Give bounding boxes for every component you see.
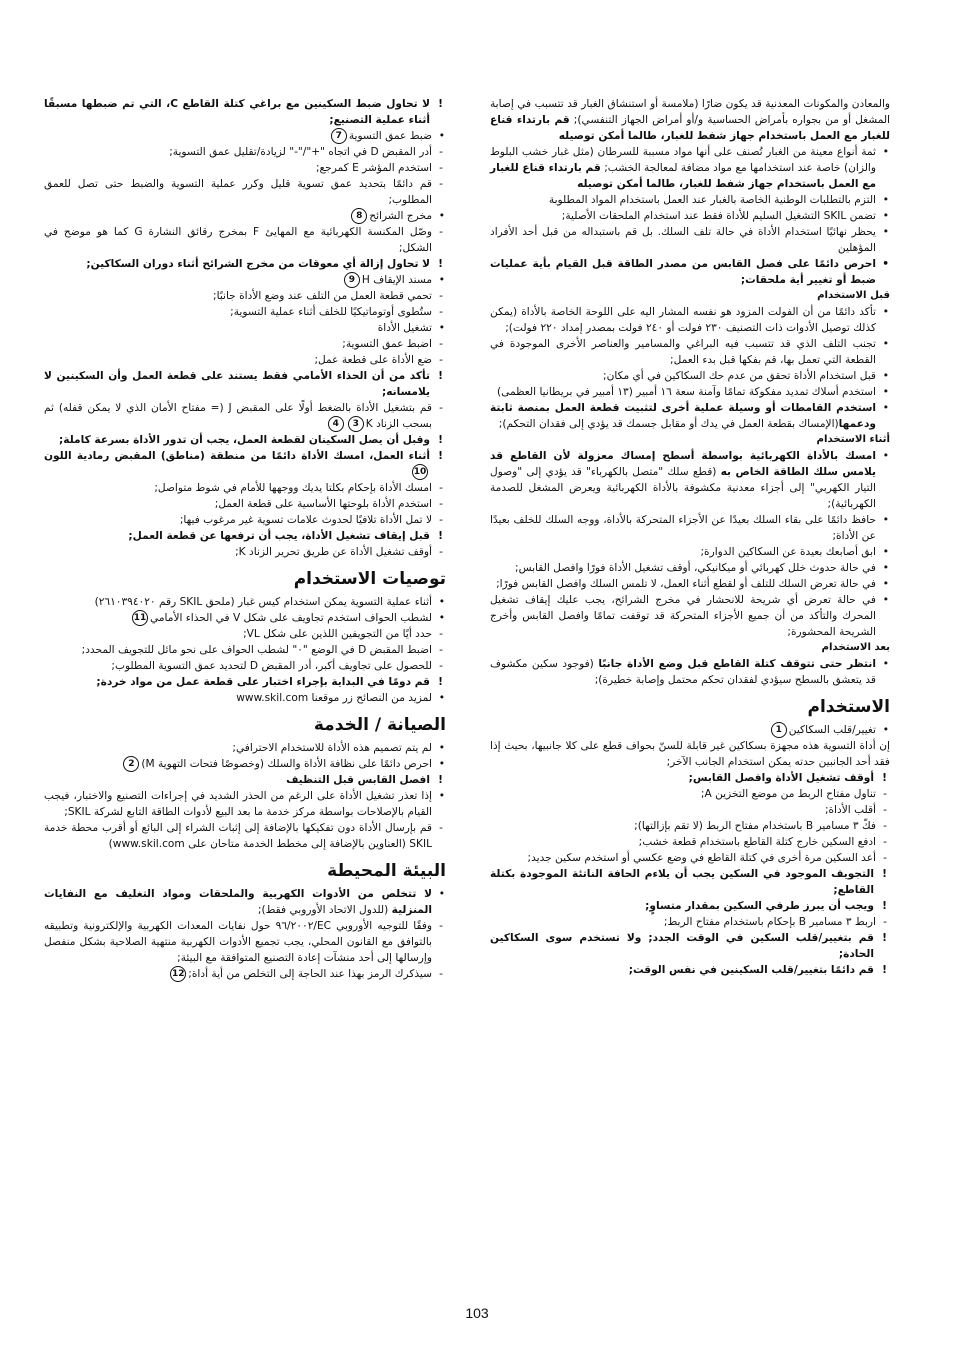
section-heading-environment: البيئة المحيطة (327, 861, 446, 881)
dash-text: سيذكرك الرمز بهذا عند الحاجة إلى التخلص من أية أداة; (188, 968, 432, 980)
dash-item: - أقلب الأداة; (490, 802, 890, 818)
intro-text: والمعادن والمكونات المعدنية قد يكون ضارًا (ملامسة أو استنشاق الغبار قد تتسبب في إصابة المشغل أو من بجواره بأمراض الحساسية و/أو أمراض الجهاز التنفسي); (490, 98, 891, 126)
bullet: • في حالة حدوث خلل كهربائي أو ميكانيكي، أوقف تشغيل الأداة فورًا وافصل القابس; (490, 560, 890, 576)
dash-item: - لا تمل الأداة تلافيًا لحدوث علامات تسوية غير مرغوب فيها; (44, 512, 446, 528)
dash-item: - امسك الأداة بإحكام بكلتا يديك ووجهها للأمام في شوط متواصل; (44, 480, 446, 496)
bullet: • لم يتم تصميم هذه الأداة للاستخدام الاحترافي; (44, 740, 446, 756)
dash-item: - استخدم المؤشر E كمرجع; (44, 160, 446, 176)
dash-item: - وصّل المكنسة الكهربائية مع المهايئ F بمخرج رقائق النشارة G كما هو موضح في الشكل; (44, 224, 446, 256)
dash-item: - حدد أيًا من التجويفين اللذين على شكل VL; (44, 626, 446, 642)
figure-number-icon: 4 (328, 416, 344, 432)
bullet-text: (فوجود سكين مكشوف قد يتعشق بالسطح سيؤدي لفقدان تحكم محتمل وإصابة خطيرة); (490, 658, 876, 686)
bullet-bold: انتظر حتى تتوقف كتلة القاطع قبل وضع الأداة جانبًا (598, 658, 876, 670)
dash-item: - أدر المقبض D في اتجاه "+"/"-" لزيادة/تقليل عمق التسوية; (44, 144, 446, 160)
bullet: • ابق أصابعك بعيدة عن السكاكين الدوارة; (490, 544, 890, 560)
intro-bold: قم بارتداء قناع للغبار مع العمل باستخدام جهاز شفط للغبار، طالما أمكن توصيله (490, 114, 890, 142)
bullet: • حافظ دائمًا على بقاء السلك بعيدًا عن الأجزاء المتحركة بالأداة، ووجه السلك للخلف بعيدًا عن الأداة; (490, 512, 890, 544)
bullet-text: (قطع سلك "متصل بالكهرباء" قد يؤدي إلى "وصول التيار الكهربي" إلى أجزاء معدنية مكشوفة بالأداة الكهربائية ويعرض المشغل للصدمة الكهربائية); (490, 466, 876, 510)
dash-item: - اضبط المقبض D في الوضع "٠" لشطب الحواف على نحو مائل للتجويف المحدد; (44, 642, 446, 658)
subheading-before-use: قبل الاستخدام (817, 290, 890, 301)
dash-item: - استخدم الأداة بلوحتها الأساسية على قطعة العمل; (44, 496, 446, 512)
bullet (44, 756, 446, 772)
bullet: • إذا تعذر تشغيل الأداة على الرغم من الحذر الشديد في إجراءات التصنيع والاختبار، فيجب القيام بالإصلاحات بواسطة مركز خدمة ما بعد البيع لأدوات الطاقة التابع لشركة SKIL; (44, 788, 446, 820)
dash-item: - للحصول على تجاويف أكبر، أدر المقبض D لتحديد عمق التسوية المطلوب; (44, 658, 446, 674)
bullet-text: ثمة أنواع معينة من الغبار تُصنف على أنها مواد مسببة للسرطان (مثل غبار خشب البلوط والزان) خاصة عند استخدامها مع مواد مضافة لمعالجة الخشب; (490, 146, 876, 174)
warning: ! لا تحاول ضبط السكينين مع براغي كتلة القاطع C، التي تم ضبطها مسبقًا أثناء عملية التصنيع; (44, 96, 446, 128)
bullet (44, 272, 446, 288)
section-heading-use: الاستخدام (807, 697, 890, 717)
section-heading-maintenance: الصيانة / الخدمة (313, 715, 446, 735)
figure-number-icon: 8 (351, 208, 367, 224)
warning: ! وقبل أن يصل السكينان لقطعة العمل، يجب أن تدور الأداة بسرعة كاملة; (44, 432, 446, 448)
bullet: • تجنب التلف الذي قد تتسبب فيه البراغي والمسامير والعناصر الأخرى الموجودة في القطعة التي تعمل بها، قم بفكها قبل بدء العمل; (490, 336, 890, 368)
warning: ! قبل إيقاف تشغيل الأداة، يجب أن ترفعها عن قطعة العمل; (44, 528, 446, 544)
paragraph: إن أداة التسوية هذه مجهزة بسكاكين غير قابلة للسنّ بحواف قطع على كلا جانبيها، بحيث إذا فقد أحد الجانبين حدته يمكن استخدام الجانب الآخر; (490, 740, 890, 768)
figure-number-icon: 10 (412, 464, 428, 480)
left-column (44, 96, 446, 982)
bullet: • تشغيل الأداة (44, 320, 446, 336)
dash-item: - قم بإرسال الأداة دون تفكيكها بالإضافة إلى إثبات الشراء إلى البائع أو أقرب محطة خدمة SKIL (العناوين بالإضافة إلى مخطط الخدمة متاحان على www.skil.com) (44, 820, 446, 852)
dash-item (44, 966, 446, 982)
warning: ! قم دومًا في البداية بإجراء اختبار على قطعة عمل من مواد خردة; (44, 674, 446, 690)
figure-number-icon: 1 (771, 722, 787, 738)
warning (44, 448, 446, 480)
bullet-text: مخرج الشرائح (369, 210, 432, 222)
bullet: • في حالة تعرض أي شريحة للانحشار في مخرج الشرائح، يجب عليك إيقاف تشغيل المحرك والتأكد من أن جميع الأجزاء المتحركة قد توقفت تمامًا وافصل القابس وأخرج الشريحة المحشورة; (490, 592, 890, 640)
bullet-bold: قم بارتداء قناع للغبار مع العمل باستخدام جهاز شفط للغبار، طالما أمكن توصيله (490, 162, 876, 190)
warning: ! افصل القابس قبل التنظيف (44, 772, 446, 788)
bullet-bold: استخدم القامطات أو وسيلة عملية أخرى لتثبيت قطعة العمل بمنصة ثابتة ودعمها (490, 402, 876, 430)
section-heading-tips: توصيات الاستخدام (293, 569, 446, 589)
bullet-bold: لا تتخلص من الأدوات الكهربية والملحقات ومواد التغليف مع النفايات المنزلية (44, 888, 432, 916)
bullet (490, 400, 890, 432)
bullet (44, 886, 446, 918)
bullet: • احرص دائمًا على فصل القابس من مصدر الطاقة قبل القيام بأية عمليات ضبط أو تغيير أية ملحقات; (490, 256, 890, 288)
bullet: • قبل استخدام الأداة تحقق من عدم حك السكاكين في أي مكان; (490, 368, 890, 384)
subheading-during-use: أثناء الاستخدام (816, 434, 890, 445)
figure-number-icon: 7 (331, 128, 347, 144)
bullet: • استخدم أسلاك تمديد مفكوكة تمامًا وآمنة سعة ١٦ أمبير (١٣ أمبير في بريطانيا العظمى) (490, 384, 890, 400)
bullet-bold: امسك بالأداة الكهربائية بواسطة أسطح إمساك معزولة لأن القاطع قد يلامس سلك الطاقة الخاص به (490, 450, 876, 478)
dash-item: - أعد السكين مرة أخرى في كتلة القاطع في وضع عكسي أو استخدم سكين جديد; (490, 850, 890, 866)
bullet (490, 448, 890, 512)
bullet: • يحظر نهائيًا استخدام الأداة في حالة تلف السلك. بل قم باستبداله من قبل أحد الأفراد المؤهلين (490, 224, 890, 256)
bullet-text: (للدول الاتحاد الأوروبي فقط); (257, 904, 389, 916)
figure-number-icon: 11 (132, 610, 148, 626)
figure-number-icon: 12 (170, 966, 186, 982)
bullet-text: تغيير/قلب السكاكين (788, 724, 876, 736)
figure-number-icon: 2 (123, 756, 139, 772)
bullet (490, 656, 890, 688)
bullet (44, 610, 446, 626)
figure-number-icon: 9 (344, 272, 360, 288)
intro-paragraph (490, 96, 890, 144)
subheading-after-use: بعد الاستخدام (821, 642, 890, 653)
warning: ! التجويف الموجود في السكين يجب أن يلاءم الحافة الناتئة الموجودة بكتلة القاطع; (490, 866, 890, 898)
dash-item: - أوقف تشغيل الأداة عن طريق تحرير الزناد K; (44, 544, 446, 560)
dash-item: - ادفع السكين خارج كتلة القاطع باستخدام قطعة خشب; (490, 834, 890, 850)
bullet-text: مسند الإيقاف H (361, 274, 432, 286)
bullet: • لمزيد من النصائح زر موقعنا www.skil.com (44, 690, 446, 706)
warning: ! أوقف تشغيل الأداة وافصل القابس; (490, 770, 890, 786)
bullet: • تأكد دائمًا من أن الفولت المزود هو نفسه المشار اليه على اللوحة الخاصة بالأداة (يمكن كذلك توصيل الأدوات ذات التصنيف ٢٣٠ فولت أو ٢٤٠ فولت بمصدر إمداد ٢٢٠ فولت); (490, 304, 890, 336)
bullet-text: ضبط عمق التسوية (348, 130, 432, 142)
bullet-text: احرص دائمًا على نظافة الأداة والسلك (وخصوصًا فتحات التهوية M) (141, 758, 432, 770)
figure-number-icon: 3 (348, 416, 364, 432)
dash-text: قم بتشغيل الأداة بالضغط أولًا على المقبض J (= مفتاح الأمان الذي لا يمكن قفله) ثم بسحب الزناد K (44, 402, 432, 430)
warning: ! لا تحاول إزالة أي معوقات من مخرج الشرائح أثناء دوران السكاكين; (44, 256, 446, 272)
bullet (44, 208, 446, 224)
dash-item: - ستُطوى أوتوماتيكيًا للخلف أثناء عملية التسوية; (44, 304, 446, 320)
warning: ! قم بتغيير/قلب السكين في الوقت الجدد; ولا تستخدم سوى السكاكين الحادة; (490, 930, 890, 962)
bullet-text: لشطب الحواف استخدم تجاويف على شكل V في الحذاء الأمامي (150, 612, 432, 624)
dash-item: - تحمي قطعة العمل من التلف عند وضع الأداة جانبًا; (44, 288, 446, 304)
bullet: • تضمن SKIL التشغيل السليم للأداة فقط عند استخدام الملحقات الأصلية; (490, 208, 890, 224)
warning: ! ويجب أن يبرز طرفي السكين بمقدار متساوٍ; (490, 898, 890, 914)
page-number: 103 (465, 1305, 489, 1321)
dash-item: - فكّ ٣ مسامير B باستخدام مفتاح الربط (لا تقم بإزالتها); (490, 818, 890, 834)
dash-item: - ضع الأداة على قطعة عمل; (44, 352, 446, 368)
dash-item (44, 400, 446, 432)
bullet-text: (الإمساك بقطعة العمل في يدك أو مقابل جسمك قد يؤدي إلى فقدان التحكم); (498, 418, 839, 430)
bullet: • التزم بالتطلبات الوطنية الخاصة بالغبار عند العمل باستخدام المواد المطلوبة (490, 192, 890, 208)
bullet: • أثناء عملية التسوية يمكن استخدام كيس غبار (ملحق SKIL رقم ٢٦١٠٣٩٤٠٢٠) (44, 594, 446, 610)
warning: ! تأكد من أن الحذاء الأمامي فقط يستند على قطعة العمل وأن السكينين لا يلامسانه; (44, 368, 446, 400)
dash-item: - قم دائمًا بتحديد عمق تسوية قليل وكرر عملية التسوية والضبط حتى تصل للعمق المطلوب; (44, 176, 446, 208)
dash-item: - اضبط عمق التسوية; (44, 336, 446, 352)
warning-text: أثناء العمل، امسك الأداة دائمًا من منطقة (مناطق) المقبض رمادية اللون (44, 450, 430, 462)
dash-item: - وفقًا للتوجيه الأوروبي EC/٩٦/٢٠٠٢ حول نفايات المعدات الكهربية والإلكترونية وتطبيقه بالتوافق مع القانون المحلي، يجب تجميع الأدوات الكهربية منتهية الصلاحية بشكل منفصل وإرسالها إلى أحد منشآت إعادة التصنيع المتوافقة مع البيئة; (44, 918, 446, 966)
right-column (490, 96, 890, 978)
bullet: • في حالة تعرض السلك للتلف أو لقطع أثناء العمل، لا تلمس السلك وافصل القابس فورًا; (490, 576, 890, 592)
bullet (490, 722, 890, 738)
dash-item: - تناول مفتاح الربط من موضع التخزين A; (490, 786, 890, 802)
bullet (490, 144, 890, 192)
bullet (44, 128, 446, 144)
warning: ! قم دائمًا بتغيير/قلب السكينين في نفس الوقت; (490, 962, 890, 978)
dash-item: - اربط ٣ مسامير B بإحكام باستخدام مفتاح الربط; (490, 914, 890, 930)
